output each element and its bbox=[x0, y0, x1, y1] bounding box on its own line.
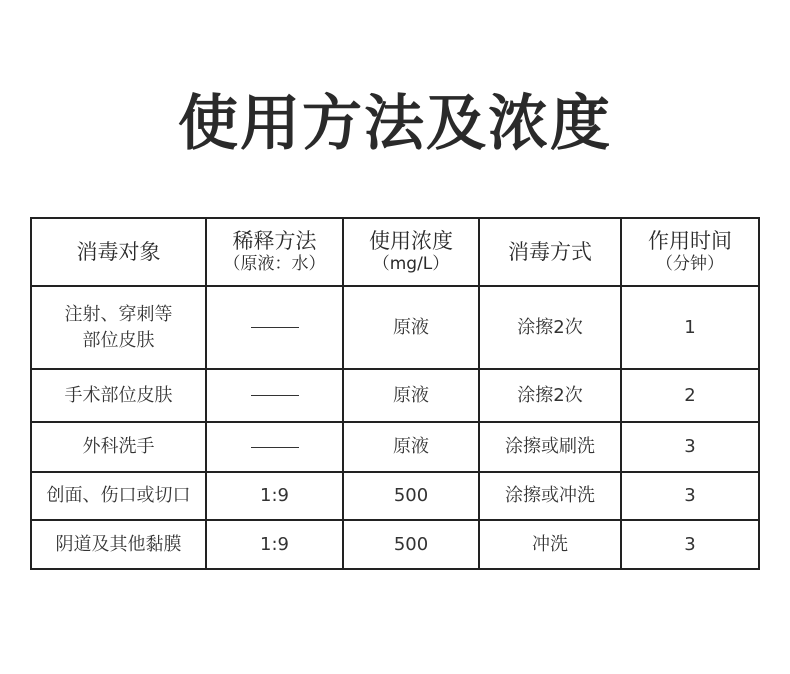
usage-table bbox=[30, 217, 760, 570]
page-title: 使用方法及浓度 bbox=[178, 89, 612, 159]
table-row bbox=[31, 422, 759, 472]
cell-time: 2 bbox=[621, 369, 759, 422]
cell-concentration: 500 bbox=[343, 520, 479, 569]
table-row bbox=[31, 369, 759, 422]
cell-target: 手术部位皮肤 bbox=[31, 369, 206, 422]
table-row bbox=[31, 472, 759, 520]
dash-mark bbox=[251, 395, 299, 396]
cell-time: 3 bbox=[621, 422, 759, 472]
header-concentration: 使用浓度 （mg/L） bbox=[343, 218, 479, 286]
cell-dilution bbox=[206, 369, 343, 422]
cell-target: 注射、穿刺等 部位皮肤 bbox=[31, 286, 206, 369]
cell-target: 阴道及其他黏膜 bbox=[31, 520, 206, 569]
cell-concentration: 原液 bbox=[343, 286, 479, 369]
header-time: 作用时间 （分钟） bbox=[621, 218, 759, 286]
dash-mark bbox=[251, 327, 299, 328]
cell-method: 涂擦或刷洗 bbox=[479, 422, 621, 472]
cell-concentration: 原液 bbox=[343, 369, 479, 422]
cell-concentration: 原液 bbox=[343, 422, 479, 472]
table-row bbox=[31, 520, 759, 569]
cell-time: 3 bbox=[621, 520, 759, 569]
cell-dilution: 1:9 bbox=[206, 472, 343, 520]
cell-method: 涂擦或冲洗 bbox=[479, 472, 621, 520]
cell-time: 3 bbox=[621, 472, 759, 520]
cell-dilution bbox=[206, 286, 343, 369]
cell-concentration: 500 bbox=[343, 472, 479, 520]
cell-time: 1 bbox=[621, 286, 759, 369]
cell-dilution bbox=[206, 422, 343, 472]
header-dilution: 稀释方法 （原液：水） bbox=[206, 218, 343, 286]
cell-method: 涂擦2次 bbox=[479, 286, 621, 369]
cell-target: 创面、伤口或切口 bbox=[31, 472, 206, 520]
table-header-row bbox=[31, 218, 759, 286]
cell-target: 外科洗手 bbox=[31, 422, 206, 472]
header-method: 消毒方式 bbox=[479, 218, 621, 286]
header-target: 消毒对象 bbox=[31, 218, 206, 286]
dash-mark bbox=[251, 447, 299, 448]
cell-method: 冲洗 bbox=[479, 520, 621, 569]
cell-method: 涂擦2次 bbox=[479, 369, 621, 422]
cell-dilution: 1:9 bbox=[206, 520, 343, 569]
table-row bbox=[31, 286, 759, 369]
